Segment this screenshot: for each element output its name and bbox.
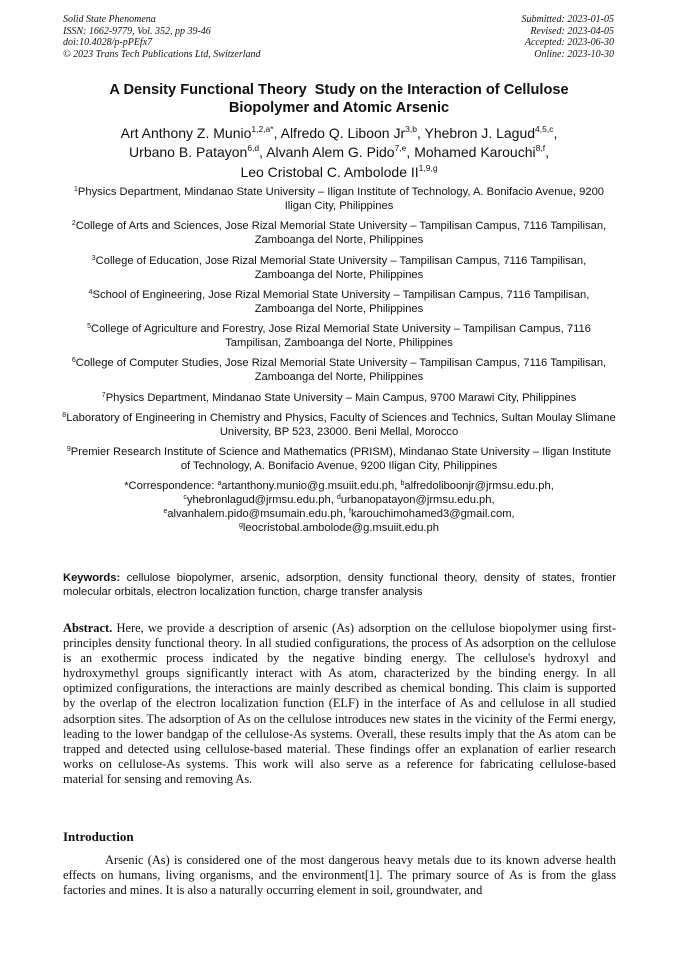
author-name: Leo Cristobal C. Ambolode II bbox=[240, 163, 419, 180]
affiliation-number: 6 bbox=[71, 357, 76, 365]
author-sep: , bbox=[259, 144, 267, 161]
email-link[interactable]: karouchimohamed3@gmail.com bbox=[350, 507, 512, 520]
journal-issn: ISSN: 1662-9779, Vol. 352, pp 39-46 bbox=[63, 25, 211, 37]
journal-name: Solid State Phenomena bbox=[63, 14, 156, 25]
date-online: Online: 2023-10-30 bbox=[534, 48, 614, 60]
email-sep: , bbox=[511, 507, 515, 520]
correspondence-label: *Correspondence: bbox=[124, 479, 218, 492]
author-line bbox=[60, 143, 618, 162]
submission-dates bbox=[522, 14, 615, 60]
affiliation bbox=[62, 219, 616, 247]
email-link[interactable]: artanthony.munio@g.msuiit.edu.ph bbox=[221, 479, 395, 492]
affiliation bbox=[62, 391, 616, 405]
email-sep: , bbox=[342, 507, 349, 520]
affiliation-number: 2 bbox=[71, 220, 76, 228]
author-affil-sup: 4,5,c bbox=[535, 124, 554, 134]
date-submitted: Submitted: 2023-01-05 bbox=[521, 14, 614, 25]
journal-copyright: © 2023 Trans Tech Publications Ltd, Switzerland bbox=[63, 48, 261, 60]
author-affil-sup: 6,d bbox=[247, 143, 260, 154]
title-line-2: Biopolymer and Atomic Arsenic bbox=[228, 99, 450, 116]
email-link[interactable]: alfredoliboonjr@jrmsu.edu.ph bbox=[404, 479, 551, 492]
affiliation-text: School of Engineering, Jose Rizal Memorial State University – Tampilisan Campus, 7116 Tampilisan, Zamboanga del Norte, Philippines bbox=[92, 288, 590, 315]
email-sup: g bbox=[239, 521, 243, 529]
email-sup: d bbox=[336, 493, 341, 501]
author-affil-sup: 3,b bbox=[405, 124, 417, 134]
affiliation bbox=[62, 288, 616, 316]
email-link[interactable]: urbanopatayon@jrmsu.edu.ph bbox=[340, 493, 492, 506]
introduction-paragraph: Arsenic (As) is considered one of the most dangerous heavy metals due to its known adverse health effects on humans, living organisms, and the environment[1]. The primary source of As is from the glass factories and mines. It is also a naturally occurring element in soil, groundwater, and bbox=[63, 853, 616, 898]
keywords bbox=[63, 571, 616, 600]
author-affil-sup: 8,f bbox=[535, 143, 546, 154]
affiliation bbox=[62, 322, 616, 350]
affiliation-text: Laboratory of Engineering in Chemistry and Physics, Faculty of Sciences and Technics, Sultan Moulay Slimane University, BP 523, 23000. Beni Mellal, Morocco bbox=[66, 412, 616, 439]
affiliation-text: Premier Research Institute of Science and Mathematics (PRISM), Mindanao State University – Iligan Institute of Technology, A. Bonifacio Avenue, 9200 Iligan City, Philippines bbox=[70, 446, 612, 473]
affiliation-text: College of Agriculture and Forestry, Jose Rizal Memorial State University – Tampilisan Campus, 7116 Tampilisan, Zamboanga del Norte, Philippines bbox=[90, 323, 591, 350]
date-accepted: Accepted: 2023-06-30 bbox=[524, 37, 614, 49]
correspondence bbox=[62, 479, 616, 535]
author-affil-sup: 7,e bbox=[394, 143, 407, 154]
author-name: Alfredo Q. Liboon Jr bbox=[280, 125, 406, 141]
author-name: Alvanh Alem G. Pido bbox=[266, 144, 395, 161]
affiliation-number: 9 bbox=[66, 446, 71, 454]
title-line-1: A Density Functional Theory Study on the Interaction of Cellulose bbox=[109, 82, 569, 98]
author-list bbox=[60, 124, 618, 182]
affiliation-number: 7 bbox=[101, 391, 106, 399]
keywords-text: cellulose biopolymer, arsenic, adsorption, density functional theory, density of states, frontier molecular orbitals, electron localization function, charge transfer analysis bbox=[63, 572, 616, 599]
affiliation-text: College of Education, Jose Rizal Memorial State University – Tampilisan Campus, 7116 Tampilisan, Zamboanga del Norte, Philippines bbox=[95, 254, 587, 281]
affiliation-number: 3 bbox=[91, 254, 96, 262]
introduction-heading: Introduction bbox=[63, 829, 134, 844]
affiliation-text: College of Computer Studies, Jose Rizal Memorial State University – Tampilisan Campus, 7116 Tampilisan, Zamboanga del Norte, Philippines bbox=[75, 357, 607, 384]
abstract-label: Abstract. bbox=[63, 621, 113, 635]
affiliation-text: College of Arts and Sciences, Jose Rizal Memorial State University – Tampilisan Campus, 7116 Tampilisan, Zamboanga del Norte, Philippines bbox=[75, 220, 607, 247]
email-sup: a bbox=[217, 479, 222, 487]
keywords-label: Keywords: bbox=[63, 572, 121, 584]
affiliation bbox=[62, 185, 616, 213]
affiliation bbox=[62, 356, 616, 384]
author-name: Urbano B. Patayon bbox=[129, 144, 248, 161]
affiliation-number: 5 bbox=[87, 323, 91, 331]
author-affil-sup: 1,9,g bbox=[418, 162, 438, 173]
affiliation-text: Physics Department, Mindanao State University – Main Campus, 9700 Marawi City, Philippines bbox=[105, 391, 577, 404]
affiliation bbox=[62, 411, 616, 439]
date-revised: Revised: 2023-04-05 bbox=[530, 25, 614, 37]
email-link[interactable]: alvanhalem.pido@msumain.edu.ph bbox=[167, 507, 343, 520]
affiliation-text: Physics Department, Mindanao State University – Iligan Institute of Technology, A. Bonifacio Avenue, 9200 Iligan City, Philippines bbox=[77, 186, 605, 212]
author-affil-sup: 1,2,a* bbox=[251, 124, 274, 134]
author-sep: , bbox=[416, 125, 425, 141]
author-name: Yhebron J. Lagud bbox=[424, 125, 536, 141]
author-line bbox=[60, 163, 618, 182]
affiliation-number: 8 bbox=[62, 412, 67, 420]
affiliation-number: 4 bbox=[88, 288, 93, 296]
abstract bbox=[63, 621, 616, 787]
journal-doi: doi:10.4028/p-pPEfx7 bbox=[63, 37, 153, 49]
email-sup: f bbox=[349, 507, 351, 515]
author-sep: , bbox=[406, 144, 415, 161]
email-sep: , bbox=[330, 493, 337, 506]
author-name: Mohamed Karouchi bbox=[414, 144, 536, 161]
affiliation-number: 1 bbox=[73, 186, 78, 193]
email-link[interactable]: leocristobal.ambolode@g.msuiit.edu.ph bbox=[242, 521, 439, 534]
email-sup: b bbox=[400, 479, 405, 487]
email-sep: , bbox=[394, 479, 401, 492]
author-sep: , bbox=[545, 144, 549, 161]
author-name: Art Anthony Z. Munio bbox=[120, 125, 252, 141]
email-link[interactable]: yhebronlagud@jrmsu.edu.ph bbox=[186, 493, 331, 506]
journal-info bbox=[63, 14, 261, 60]
email-sep: , bbox=[491, 493, 495, 506]
paper-title bbox=[60, 82, 618, 117]
email-sep: , bbox=[550, 479, 554, 492]
affiliation-list bbox=[62, 185, 616, 535]
author-line bbox=[60, 124, 618, 143]
author-sep: , bbox=[273, 125, 281, 141]
author-sep: , bbox=[553, 125, 558, 141]
email-sup: e bbox=[163, 507, 168, 515]
affiliation bbox=[62, 254, 616, 282]
email-sup: c bbox=[183, 493, 187, 501]
affiliation bbox=[62, 445, 616, 473]
abstract-text: Here, we provide a description of arsenic (As) adsorption on the cellulose biopolymer using first-principles density functional theory. In all studied configurations, the process of As adsorption on the cellulose is an exothermic process indicated by the negative binding energy. The cellulose's hydroxyl and hydroxymethyl groups significantly interact with As atom, characterized by the binding energy. In all optimized configurations, the interactions are mainly described as chemical bonding. This claim is supported by the overlap of the electron localization function (ELF) in the interface of As and cellulose in all studied adsorption sites. The adsorption of As on the cellulose introduces new states in the vicinity of the Fermi energy, leading to the lower bandgap of the cellulose-As systems. Overall, these results imply that the As atom can be trapped and detected using cellulose-based material. These findings offer an explanation of earlier research works on cellulose-As systems. This work will also serve as a reference for fabricating cellulose-based material for sensing and removing As. bbox=[63, 621, 616, 786]
